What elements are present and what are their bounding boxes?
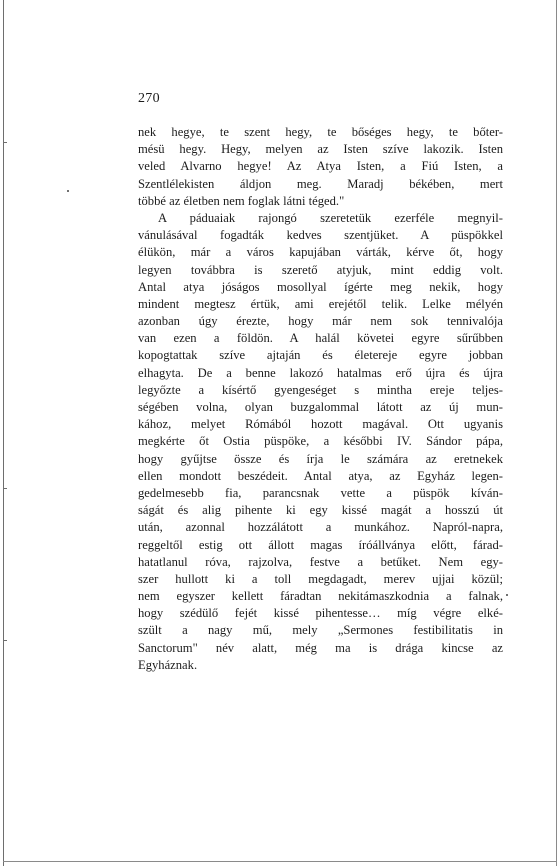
page-edge-mark — [3, 640, 7, 641]
text-line: hogy gyűjtse össze és írja le számára az eretnekek — [138, 451, 503, 466]
text-line: veled Alvarno hegye! Az Atya Isten, a Fiú Isten, a — [138, 159, 503, 174]
text-line: gedelmesebb fia, parancsnak vette a püspök kíván- — [138, 485, 503, 500]
text-line: A páduaiak rajongó szeretetük ezerféle megnyil- — [158, 210, 503, 225]
text-line: legyen továbbra is szerető atyjuk, mint eddig volt. — [138, 262, 503, 277]
text-line: kához, melyet Rómából hozott magával. Ott ugyanis — [138, 417, 503, 432]
text-line: hogy szédülő fejét kissé pihentesse… míg végre elké- — [138, 606, 503, 621]
page-bottom-edge — [3, 861, 557, 862]
text-line: ségében volna, olyan buzgalommal látott az új mun- — [138, 400, 503, 414]
text-line: többé az életben nem foglak látni téged." — [138, 193, 345, 208]
text-line: Szentlélekisten áldjon meg. Maradj békében, mert — [138, 176, 503, 191]
text-line: után, azonnal hozzálátott a munkához. Napról-napra, — [138, 520, 503, 535]
text-line: szült a nagy mű, mely „Sermones festibilitatis in — [138, 623, 503, 638]
text-line: nem egyszer kellett fáradtan nekitámaszkodnia a falnak, — [138, 589, 503, 604]
page-edge-mark — [3, 142, 7, 143]
text-line: azonban úgy érezte, hogy már nem sok tennivalója — [138, 314, 503, 329]
text-line: reggeltől estig ott állott magas íróállványa előtt, fárad- — [138, 537, 503, 552]
scan-speck — [506, 594, 508, 596]
page-right-edge — [556, 0, 557, 866]
text-line: megkérte őt Ostia püspöke, a későbbi IV. Sándor pápa, — [138, 434, 503, 449]
text-line: mindent megtesz értük, ami erejétől telik. Lelke mélyén — [138, 296, 503, 311]
text-line: vánulásával fogadták kedves szentjüket. A püspökkel — [138, 228, 503, 243]
text-line: ságát és alig pihente ki egy kissé magát a hosszú út — [138, 503, 503, 518]
text-line: van ezen a földön. A halál követei egyre sűrűbben — [138, 331, 503, 346]
text-line: élükön, már a város kapujában várták, kérve őt, hogy — [138, 245, 503, 260]
text-line: legyőzte a kísértő gyengeséget s mintha ereje teljes- — [138, 382, 503, 397]
text-line: elhagyta. De a benne lakozó hatalmas erő újra és újra — [138, 365, 503, 380]
text-line: szer hullott ki a toll megdagadt, merev ujjai közül; — [138, 571, 503, 586]
body-text — [138, 124, 503, 674]
text-line: hatatlanul róva, rajzolva, festve a betűket. Nem egy- — [138, 554, 503, 569]
text-line: kopogtattak szíve ajtaján és életereje egyre jobban — [138, 348, 503, 363]
text-line: ellen mondott beszédeit. Antal atya, az Egyház legen- — [138, 468, 503, 483]
page-left-edge — [3, 0, 4, 866]
text-line: Sanctorum" név alatt, még ma is drága kincse az — [138, 640, 503, 655]
text-line: Egyháznak. — [138, 657, 198, 672]
scan-speck — [67, 190, 69, 192]
text-line: Antal atya jóságos mosollyal ígérte meg nekik, hogy — [138, 279, 503, 294]
text-line: mésü hegy. Hegy, melyen az Isten szíve lakozik. Isten — [138, 142, 503, 157]
text-line: nek hegye, te szent hegy, te bőséges hegy, te bőter- — [138, 125, 503, 139]
page-number: 270 — [138, 91, 160, 106]
page-edge-mark — [3, 488, 7, 489]
